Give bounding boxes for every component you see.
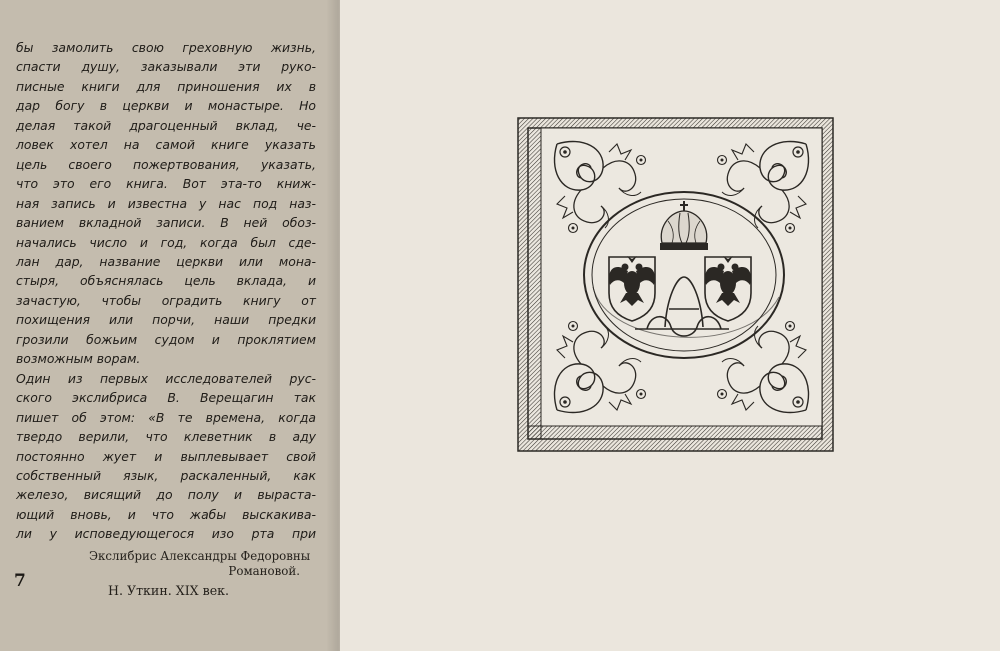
caption-line: Н. Уткин. XIX век.: [108, 583, 230, 598]
text-line: собственный язык, раскаленный, как: [16, 467, 316, 483]
text-line: ского экслибриса В. Верещагин так: [16, 390, 316, 406]
text-line: ванием вкладной записи. В ней обоз-: [16, 215, 316, 231]
text-line: железо, висящий до полу и выраста-: [16, 487, 316, 503]
bookplate-illustration: [517, 117, 834, 452]
text-line: ли у исповедующегося изо рта при: [16, 526, 316, 542]
text-line: похищения или порчи, наши предки: [16, 312, 316, 328]
text-line: ющий вновь, и что жабы выскакива-: [16, 506, 316, 522]
text-line: спасти душу, заказывали эти руко-: [16, 59, 316, 75]
text-line: пишет об этом: «В те времена, когда: [16, 409, 316, 425]
caption-line: Романовой.: [228, 564, 300, 578]
text-line: ная запись и известна у нас под наз-: [16, 195, 316, 211]
text-line: начались число и год, когда был сде-: [16, 234, 316, 250]
text-line: постоянно жует и выплевывает свой: [16, 448, 316, 464]
text-line: зачастую, чтобы оградить книгу от: [16, 292, 316, 308]
text-line: лан дар, название церкви или мона-: [16, 253, 316, 269]
text-line: возможным ворам.: [16, 351, 141, 367]
text-line: дар богу в церкви и монастыре. Но: [16, 98, 316, 114]
page-number: 7: [14, 571, 26, 591]
text-line: что это его книга. Вот эта-то книж-: [16, 176, 316, 192]
text-line: Один из первых исследователей рус-: [16, 370, 316, 386]
text-line: ловек хотел на самой книге указать: [16, 137, 316, 153]
text-line: писные книги для приношения их в: [16, 78, 316, 94]
left-page: [0, 0, 340, 651]
text-line: цель своего пожертвования, указать,: [16, 156, 316, 172]
body-text: [16, 38, 316, 544]
text-line: делая такой драгоценный вклад, че-: [16, 117, 316, 133]
caption-line: Экслибрис Александры Федоровны: [89, 549, 311, 563]
text-line: бы замолить свою греховную жизнь,: [16, 40, 316, 55]
text-line: твердо верили, что клеветник в аду: [16, 429, 316, 445]
illustration-caption: [70, 549, 330, 598]
text-line: стыря, объяснялась цель вклада, и: [16, 273, 316, 289]
text-line: грозили божьим судом и проклятием: [16, 331, 316, 347]
